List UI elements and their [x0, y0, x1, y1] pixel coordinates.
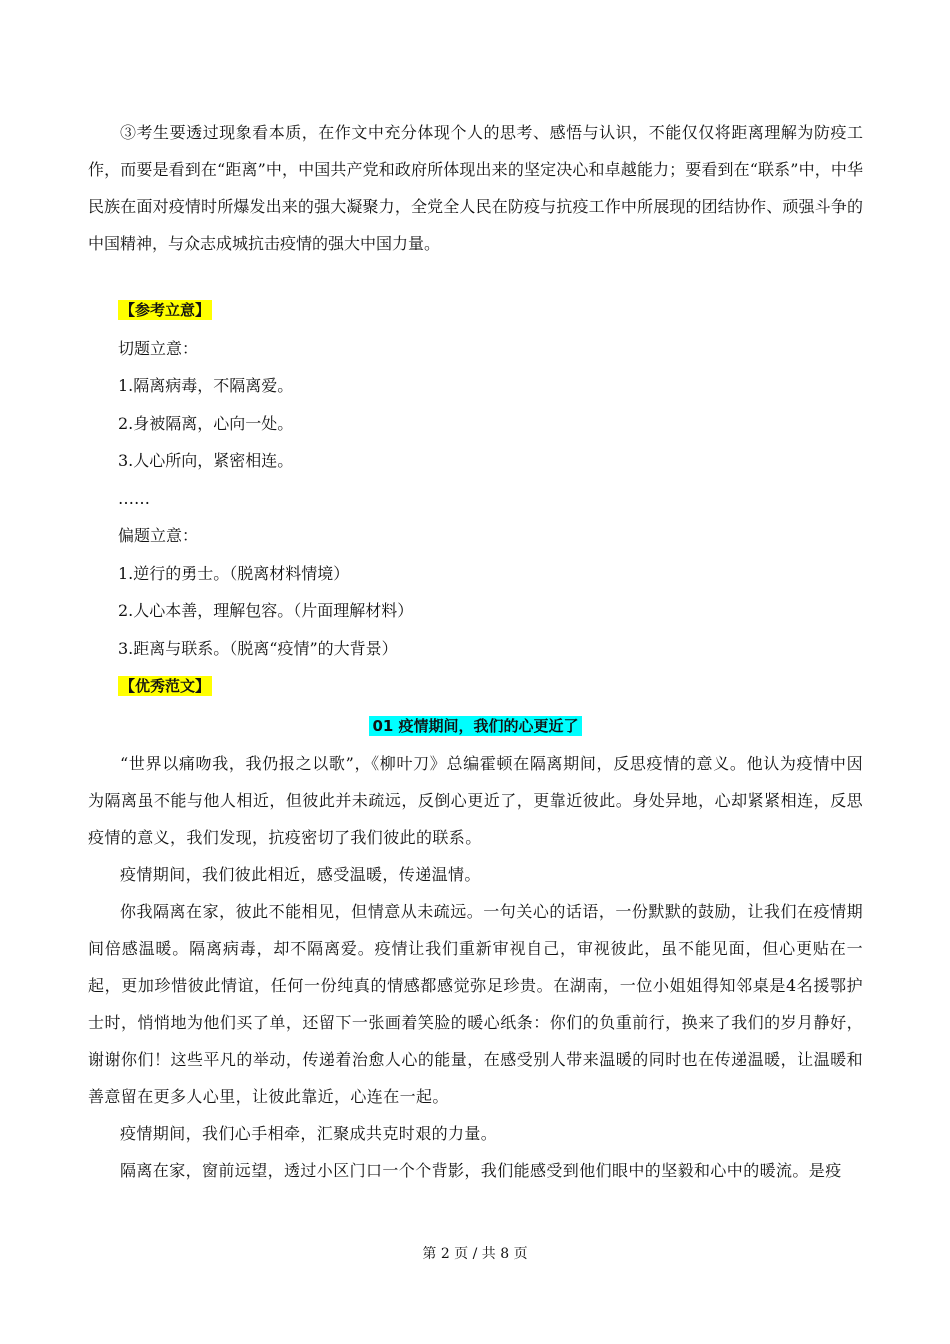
essay-paragraph-1: “世界以痛吻我，我仍报之以歌”，《柳叶刀》总编霍顿在隔离期间，反思疫情的意义。他认为疫情中因为隔离虽不能与他人相近，但彼此并未疏远，反倒心更近了，更靠近彼此。身处异地，心却紧紧相连，反思疫情的意义，我们发现，抗疫密切了我们彼此的联系。 — [88, 753, 863, 847]
on-topic-label: 切题立意： — [118, 338, 199, 358]
analysis-point-3: ③考生要透过现象看本质，在作文中充分体现个人的思考、感悟与认识，不能仅仅将距离理解为防疫工作，而要是看到在“距离”中，中国共产党和政府所体现出来的坚定决心和卓越能力；要看到在“联系”中，中华民族在面对疫情时所爆发出来的强大凝聚力，全党全人民在防疫与抗疫工作中所展现的团结协作、顽强斗争的中国精神，与众志成城抗击疫情的强大中国力量。 — [88, 123, 863, 253]
off-topic-item-2: 2.人心本善，理解包容。（片面理解材料） — [118, 601, 414, 620]
reference-heading-line — [88, 291, 863, 330]
page-content — [88, 114, 863, 1189]
spacer — [88, 262, 863, 291]
essay-paragraph-4: 疫情期间，我们心手相牵，汇聚成共克时艰的力量。 — [120, 1123, 498, 1143]
on-topic-item-3: 3.人心所向，紧密相连。 — [118, 451, 294, 470]
essay-paragraph-5: 隔离在家，窗前远望，透过小区门口一个个背影，我们能感受到他们眼中的坚毅和心中的暖流。是疫 — [120, 1160, 842, 1180]
essay-title: 01 疫情期间，我们的心更近了 — [369, 716, 581, 736]
page-footer: 第 2 页 / 共 8 页 — [422, 1246, 528, 1262]
essay-paragraph-2: 疫情期间，我们彼此相近，感受温暖，传递温情。 — [120, 864, 481, 884]
off-topic-item-3: 3.距离与联系。（脱离“疫情”的大背景） — [118, 638, 398, 658]
essay-body — [88, 745, 863, 1189]
off-topic-label: 偏题立意： — [118, 526, 199, 545]
reference-heading: 【参考立意】 — [120, 301, 211, 319]
essay-title-line — [88, 707, 863, 745]
off-topic-item-1: 1.逆行的勇士。（脱离材料情境） — [118, 563, 350, 583]
essay-heading: 【优秀范文】 — [120, 677, 211, 695]
essay-paragraph-3: 你我隔离在家，彼此不能相见，但情意从未疏远。一句关心的话语，一份默默的鼓励，让我们在疫情期间倍感温暖。隔离病毒，却不隔离爱。疫情让我们重新审视自己，审视彼此，虽不能见面，但心更贴在一起，更加珍惜彼此情谊，任何一份纯真的情感都感觉弥足珍贵。在湖南，一位小姐姐得知邻桌是4名援鄂护士时，悄悄地为他们买了单，还留下一张画着笑脸的暖心纸条：你们的负重前行，换来了我们的岁月静好，谢谢你们！这些平凡的举动，传递着治愈人心的能量，在感受别人带来温暖的同时也在传递温暖，让温暖和善意留在更多人心里，让彼此靠近，心连在一起。 — [88, 901, 863, 1106]
on-topic-item-2: 2.身被隔离，心向一处。 — [118, 413, 294, 433]
on-topic-item-1: 1.隔离病毒，不隔离爱。 — [118, 376, 294, 395]
essay-heading-line — [88, 667, 863, 706]
ellipsis: …… — [118, 488, 150, 508]
